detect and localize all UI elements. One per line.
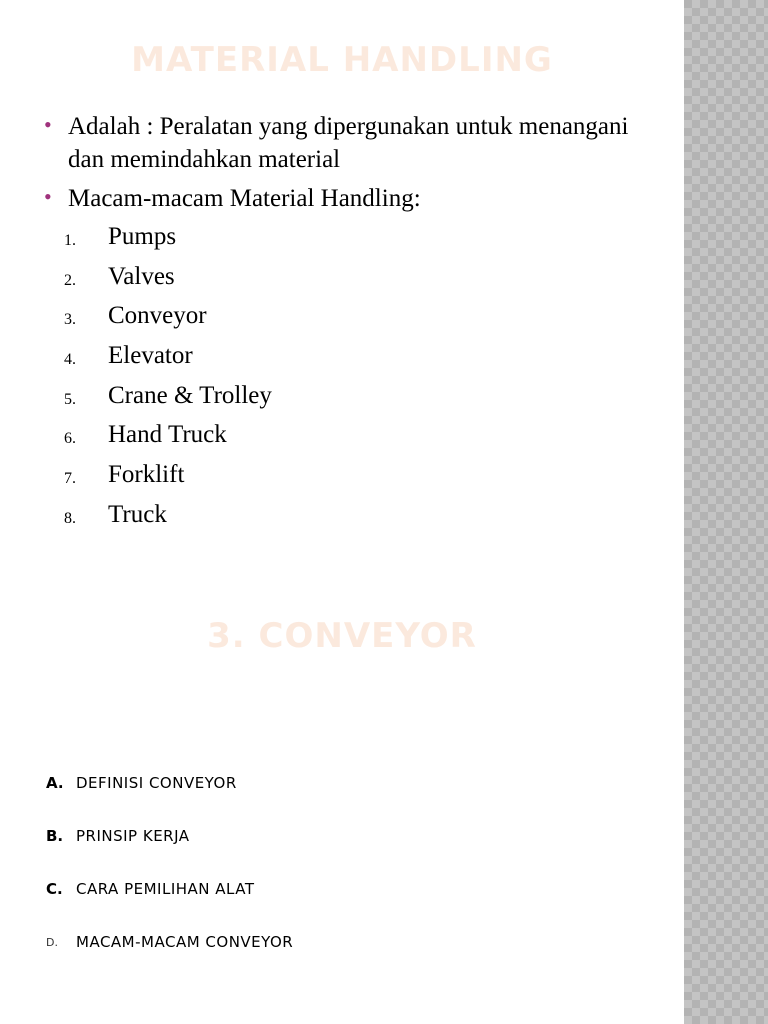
bullet-dot-icon: • (44, 112, 52, 137)
item-letter: B. (46, 827, 64, 845)
bullet-text: Macam-macam Material Handling: (68, 185, 421, 212)
item-number: 6. (64, 430, 76, 448)
list-item (64, 301, 564, 341)
conveyor-topics-list (46, 770, 546, 982)
list-item (46, 823, 546, 876)
item-number: 2. (64, 271, 76, 289)
item-label: MACAM-MACAM CONVEYOR (76, 933, 294, 951)
list-item (64, 500, 564, 540)
list-item (46, 929, 546, 982)
side-pattern-strip (684, 0, 768, 1024)
item-number: 8. (64, 509, 76, 527)
item-label: Forklift (108, 461, 185, 489)
section-title: 3. CONVEYOR (207, 616, 477, 656)
item-number: 5. (64, 390, 76, 408)
bullet-dot-icon: • (44, 184, 52, 209)
item-number: 1. (64, 232, 76, 249)
item-label: Truck (108, 500, 167, 528)
bullet-types (44, 182, 644, 215)
item-label: PRINSIP KERJA (76, 827, 190, 845)
item-label: Hand Truck (108, 421, 227, 449)
list-item (64, 460, 564, 500)
list-item (64, 420, 564, 460)
item-label: Crane & Trolley (108, 381, 272, 409)
item-number: 7. (64, 470, 76, 488)
list-item (64, 381, 564, 421)
list-item (64, 222, 564, 262)
list-item (64, 262, 564, 302)
list-item (46, 770, 546, 823)
item-label: Pumps (108, 223, 177, 250)
item-label: Valves (108, 262, 175, 290)
item-label: Conveyor (108, 302, 207, 330)
slide-title: MATERIAL HANDLING (131, 40, 553, 80)
item-letter: D. (46, 936, 58, 949)
list-item (64, 341, 564, 381)
bullet-text: Adalah : Peralatan yang dipergunakan untuk menangani dan memindahkan material (68, 113, 629, 173)
material-handling-list (64, 222, 564, 540)
bullet-definition (44, 110, 644, 176)
item-number: 3. (64, 311, 76, 329)
item-label: Elevator (108, 342, 193, 370)
item-letter: A. (46, 774, 64, 792)
item-number: 4. (64, 351, 76, 369)
list-item (46, 876, 546, 929)
item-label: CARA PEMILIHAN ALAT (76, 880, 255, 898)
item-label: DEFINISI CONVEYOR (76, 774, 237, 792)
item-letter: C. (46, 880, 63, 898)
